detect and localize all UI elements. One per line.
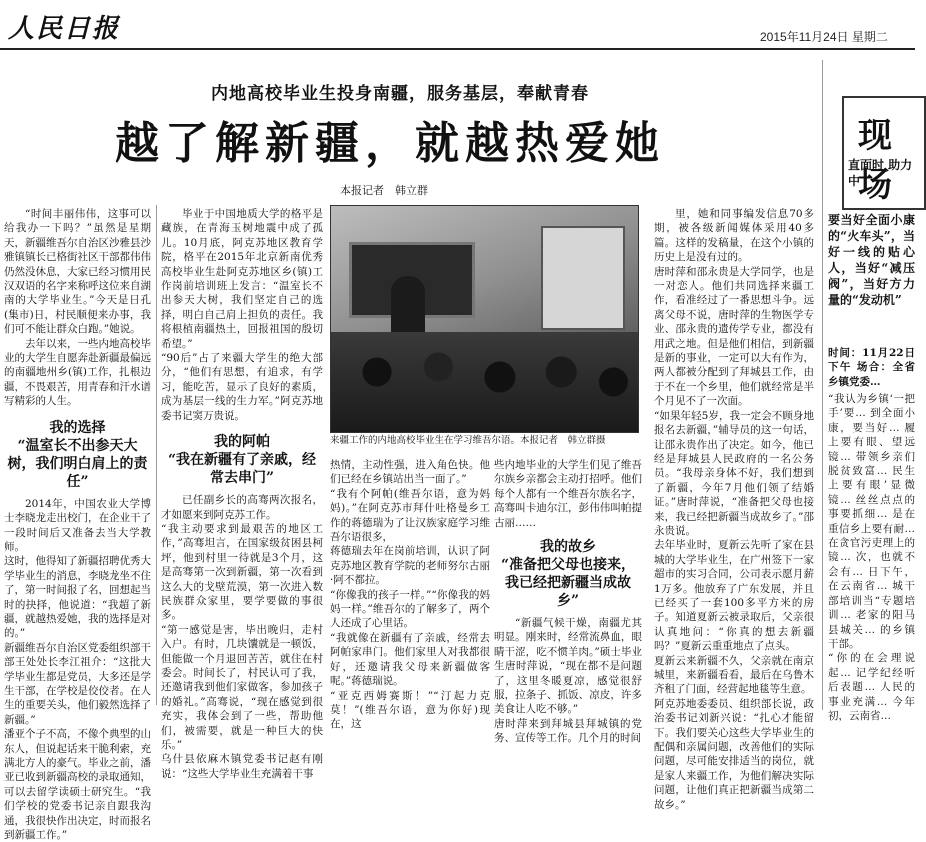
intro-paragraph: “时间丰丽伟伟，这事可以给我办一下吗？”虽然是星期天，新疆维吾尔自治区沙雅县沙雅镇镇长已格街社区干部都伟伟仍然没休息，大家已经习惯用民汉双语的名字来称呼这位来自湖南的大学毕业生。”今天是日孔(集市)日，村民顺便来办事，我们可不能让群众白跑。”她说。 [4,208,151,336]
section-title-my-choice: 我的选择 “温室长不出参天大树，我们明白肩上的责任” [7,419,148,490]
issue-date: 2015年11月24日 星期二 [760,30,888,44]
sidebar-dateline-text: 时间：11月22日下午 场合：全省乡镇党委… [828,347,915,388]
sidebar-title: 现场 [858,116,892,205]
column-4 [494,458,642,745]
masthead-logo: 人民日报 [8,14,121,44]
sidebar-dateline [828,346,915,386]
column-5 [654,207,814,811]
sidebar-subtitle: 直面时 助力中 [848,158,913,188]
photo-window [541,226,625,330]
column-1 [4,207,151,842]
column-divider [156,205,157,705]
column-5-body: 里，她和同事编发信息70多期，被各级新闻媒体采用40多篇。这样的发稿量，在这个小镇的历史上是没有过的。 唐时萍和邵永贵是大学同学，也是一对恋人。他们共同选择来疆工作，看准经过了一番思想斗争。远离父母不说，唐时萍的生物医学专业、邵永贵的遗传学专业，都没有用武之地。但是他们相信，到新疆是新的事业，一定可以大有作为，两人都被分配到了拜城县工作，由于不在一个乡里，他们就经常是半个月见不了一次面。 “如果年轻5岁，我一定会不顾身地报名去新疆，”辅导员的这一句话，让邵永贵作出了决定。如今，他已经是拜城县人民政府的一名公务员。“我母亲身体不好，我们想到了新疆，今年7月他们领了结婚证。”唐时萍说，“准备把父母也接来，我已经把新疆当成故乡了。”邵永贵说。 去年毕业时，夏新云先听了家在县城的大学毕业生，在广州签下一家超市的实习合同，公司表示愿月薪1万多。他放弃了广东发展，并且已经买了一套100多平方米的房子。知道夏新云被录取后，父亲很认真地问：“你真的想去新疆吗？”夏新云重重地点了点头。 夏新云来新疆不久，父亲就在南京城里，来新疆看看，最后在乌鲁木齐租了门面，经营起地毯等生意。 阿克苏地委委员、组织部长说，政治委书记刘新兴说：“扎心才能留下。我们要关心这些大学毕业生的配偶和亲属问题，改善他们的实际问题，尽可能安排适当的岗位，就是家人来疆工作，为他们解决实际问题，让他们真正把新疆当成第二故乡。” [654,208,814,811]
column-4-top: 些内地毕业的大学生们见了维吾尔族乡亲都会主动打招呼。他们每个人都有一个维吾尔族名字，高骞叫卡迪尔江，彭伟伟叫帕提古丽…… [494,459,642,529]
column-3 [330,458,490,731]
column-2-top: 毕业于中国地质大学的格平是藏族，在青海玉树地震中成了孤儿。10月底，阿克苏地区教育学院，格平在2015年北京新南优秀高校毕业生赴阿克苏地区乡(镇)工作岗前培训班上发言：“温室长不出参天大树，我们坚定自己的选择，明白自己肩上担负的责任。我将根植南疆热土，回报祖国的殷切希望。” “90后”占了来疆大学生的绝大部分，“他们有思想，有追求，有学习，能吃苦，显示了良好的素质，成为基层一线的生力军。”阿克苏地委书记窦万贵说。 [161,208,323,422]
masthead-rule [0,48,915,50]
section-body: 2014年，中国农业大学博士李晓龙走出校门，在企业干了一段时间后又准备去当大学教师。 这时，他得知了新疆招聘优秀大学毕业生的消息，李晓龙坐不住了，第一时间报了名，回想起当时的抉择，他说道：“我超了新疆，就越热爱她，我的选择是对的。” 新疆维吾尔自治区党委组织部干部王处处长李江祖介：“这批大学毕业生都是党员，大多还是学生干部，在学校是佼佼者。在人生的重要关头，他们毅然选择了新疆。” 潘亚个子不高，不像个典型的山东人，但说起话来干脆利索，充满北方人的豪气。毕业之前，潘亚已收到新疆高校的录取通知，可以去留学读硕士研究生。“我们学校的党委书记亲自跟我沟通，我很快作出决定，时而报名到新疆工作。” [4,497,151,842]
photo-students [331,332,638,432]
section-body: 热情，主动性强，进入角色快。他们已经在乡镇站出当一面了。” “我有个阿帕(维吾尔语，意为妈妈)。”在阿克苏市拜什吐格曼乡工作的蒋德瑞为了让汉族家庭学习维吾尔语很多， 蒋德瑞去年在岗前培训，认识了阿克苏地区教育学院的老师努尔古丽·阿不都拉。 “你像我的孩子一样。”“你像我的妈妈一样。”维吾尔的了解多了，两个人还成了心里话。 “我就像在新疆有了亲戚，经常去阿帕家串门。他们家里人对我都很好，还邀请我父母来新疆做客呢。”蒋德瑞说。 “亚克西姆赛斯！”“汀起力克莫！”(维吾尔语，意为你好)现在，这 [330,459,490,731]
article-headline: 越了解新疆，就越热爱她 [115,118,665,169]
sidebar-divider [822,60,823,710]
section-title-my-hometown: 我的故乡 “准备把父母也接来，我已经把新疆当成故乡” [500,539,636,610]
sidebar-body-text: “我认为乡镇‘一把手’要… 到全面小康，要当好… 履上要有眼、望远镜… 带领乡亲们脱贫致富… 民生上要有眼’显微镜… 丝丝点点的事要抓细… 是在重信乡上要有耐… 在贪官污吏理上的镜… 次，也就不会有… 日下午，在云南省… 城干部培训当“专题培训… 老家的阳马县城关… 的乡镇干部。 “你的在会理说起… 记学纪经听后表题… 人民的事业充满… 今年初，云南省… [828,393,915,722]
section-body: “新疆气候干燥，南疆尤其明显。刚来时，经常流鼻血，眼睛干涩，吃不惯羊肉。”硕士毕业生唐时萍说，“现在都不是问题了，这里冬暖夏凉，感觉很舒服，拉条子、抓饭、凉皮，许多美食让人吃不够。” 唐时萍来到拜城县拜城镇的党务、宣传等工作。几个月的时间 [494,617,642,745]
column-2 [161,207,323,780]
article-subheadline: 内地高校毕业生投身南疆，服务基层，奉献青春 [211,84,589,104]
section-body: 已任副乡长的高骞两次报名，才如愿来到阿克苏工作。 “我主动要求到最艰苦的地区工作，”高骞坦言，在国家级贫困县柯坪，他到村里一待就是3个月，这是高骞第一次到新疆，第一次看到这么大的戈壁荒漠，第一次进入数民族群众家里，要学要做的事很多。 “第一感觉是害，毕出晚归，走村入户。有时，几块馕就是一顿饭，但能做一个月退回苦苦，就住在村委会。时间长了，村民认可了我，还邀请我到他们家做客，参加孩子的婚礼。”高骞说，“现在感觉到很充实，我体会到了一些，帮助他们，被需要，就是一种巨大的快乐。” 乌什县依麻木镇党委书记赵有刚说：“这些大学毕业生充满着干事 [161,494,323,780]
sidebar-headline [828,212,915,342]
sidebar-headline-text: 要当好全面小康的“火车头”，当好一线的贴心人，当好“减压阀”，当好方力量的“发动机” [828,213,915,307]
intro-paragraph-2: 去年以来，一些内地高校毕业的大学生自愿奔赴新疆最偏远的南疆地州乡(镇)工作，扎根边疆，不畏艰苦，用青春和汗水谱写精彩的人生。 [4,337,151,408]
classroom-photo [330,205,639,433]
sidebar-body [828,392,915,722]
article-byline: 本报记者 韩立群 [340,184,428,197]
photo-caption: 来疆工作的内地高校毕业生在学习维吾尔语。本报记者 韩立群摄 [330,435,606,446]
section-title-my-apa: 我的阿帕 “我在新疆有了亲戚，经常去串门” [167,434,317,487]
